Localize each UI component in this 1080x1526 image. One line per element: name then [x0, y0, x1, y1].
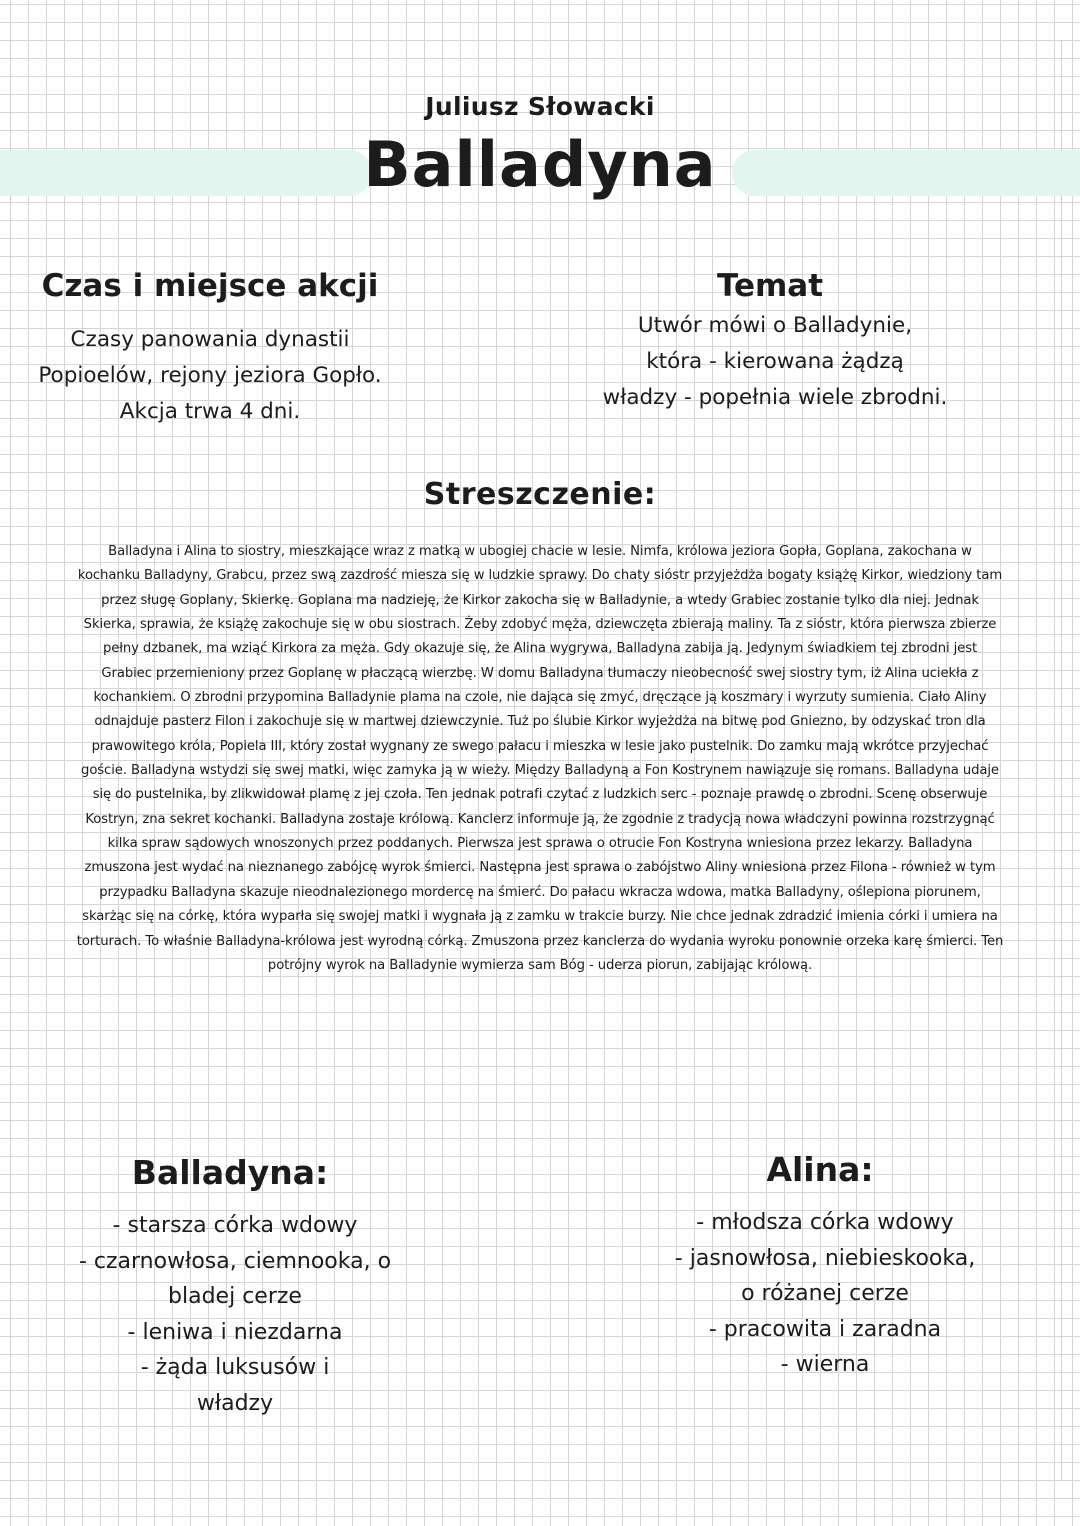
time-place-line: Czasy panowania dynastii — [70, 327, 350, 352]
time-place-heading: Czas i miejsce akcji — [41, 268, 379, 304]
theme-line: Utwór mówi o Balladynie, — [637, 313, 913, 338]
list-item: - leniwa i niezdarna — [127, 1319, 343, 1345]
list-item: - jasnowłosa, niebieskooka, — [674, 1245, 976, 1271]
time-place-line: Popioelów, rejony jeziora Gopło. — [38, 363, 382, 388]
summary-text: Balladyna i Alina to siostry, mieszkające wraz z matką w ubogiej chacie w lesie. Nimfa, królowa jeziora Gopła, Goplana, zakochana w kochanku Balladyny, Grabcu, przez swą zazdrość miesza się w ludzkie sprawy. Do chaty sióstr przyjeżdża bogaty książę Kirkor, wiedziony tam przez sługę Goplany, Skierkę. Goplana ma nadzieję, że Kirkor zakocha się w Balladynie, a wtedy Grabiec zostanie tylko dla niej. Jednak Skierka, sprawia, że książę zakochuje się w obu siostrach. Żeby zdobyć męża, dziewczęta zbierają maliny. Ta z sióstr, która pierwsza zbierze pełny dzbanek, ma wziąć Kirkora za męża. Gdy okazuje się, że Alina wygrywa, Balladyna zabija ją. Jedynym świadkiem tej zbrodni jest Grabiec przemieniony przez Goplanę w płaczącą wierzbę. W domu Balladyna tłumaczy nieobecność swej siostry tym, iż Alina uciekła z kochankiem. O zbrodni przypomina Balladynie plama na czole, nie dająca się zmyć, dręczące ją koszmary i wyrzuty sumienia. Ciało Aliny odnajduje pasterz Filon i zakochuje się w martwej dziewczynie. Tuż po ślubie Kirkor wyjeżdża na bitwę pod Gniezno, by odzyskać tron dla prawowitego króla, Popiela III, który został wygnany ze swego pałacu i mieszka w lesie jako pustelnik. Do zamku mają wkrótce przyjechać goście. Balladyna wstydzi się swej matki, więc zamyka ją w wieży. Między Balladyną a Fon Kostrynem nawiązuje się romans. Balladyna udaje się do pustelnika, by zlikwidował plamę z jej czoła. Ten jednak potrafi czytać z ludzkich serc - poznaje prawdę o zbrodni. Scenę obserwuje Kostryn, zna sekret kochanki. Balladyna zostaje królową. Kanclerz informuje ją, że zgodnie z tradycją nowa władczyni powinna rozstrzygnąć kilka spraw sądowych wnoszonych przez poddanych. Pierwsza jest sprawa o otrucie Fon Kostryna wniesiona przez lekarzy. Balladyna zmuszona jest wydać na nieznanego zabójcę wyrok śmierci. Następna jest sprawa o zabójstwo Aliny wniesiona przez Filona - również w tym przypadku Balladyna skazuje nieodnalezionego mordercę na śmierć. Do pałacu wkracza wdowa, matka Balladyny, oślepiona piorunem, skarżąc się na córkę, która wyparła się swojej matki i wygnała ją z zamku w trakcie burzy. Nie chce jednak zdradzić imienia córki i umiera na torturach. To właśnie Balladyna-królowa jest wyrodną córką. Zmuszona przez kanclerza do wydania wyroku ponownie orzeka karę śmierci. Ten potrójny wyrok na Balladynie wymierza sam Bóg - uderza piorun, zabijając królową. — [76, 544, 1004, 973]
alina-heading: Alina: — [766, 1150, 874, 1189]
list-item: - czarnowłosa, ciemnooka, o — [78, 1248, 392, 1274]
time-place-text — [20, 322, 400, 430]
list-item: - starsza córka wdowy — [112, 1213, 358, 1238]
list-item: - wierna — [780, 1352, 870, 1377]
list-item: bladej cerze — [168, 1284, 302, 1309]
theme-line: władzy - popełnia wiele zbrodni. — [602, 385, 948, 410]
list-item: - pracowita i zaradna — [708, 1316, 942, 1342]
list-item: - młodsza córka wdowy — [696, 1210, 954, 1235]
theme-line: która - kierowana żądzą — [646, 349, 904, 374]
list-item: władzy — [196, 1390, 274, 1416]
time-place-line: Akcja trwa 4 dni. — [119, 399, 301, 424]
summary-heading: Streszczenie: — [423, 477, 657, 512]
theme-text — [570, 308, 980, 416]
page-title: Balladyna — [363, 128, 717, 201]
alina-traits — [660, 1205, 990, 1383]
theme-heading: Temat — [716, 268, 824, 304]
list-item: o różanej cerze — [741, 1281, 909, 1306]
balladyna-traits — [70, 1208, 400, 1421]
author-name: Juliusz Słowacki — [425, 92, 655, 121]
balladyna-heading: Balladyna: — [131, 1153, 329, 1192]
list-item: - żąda luksusów i — [140, 1355, 330, 1380]
